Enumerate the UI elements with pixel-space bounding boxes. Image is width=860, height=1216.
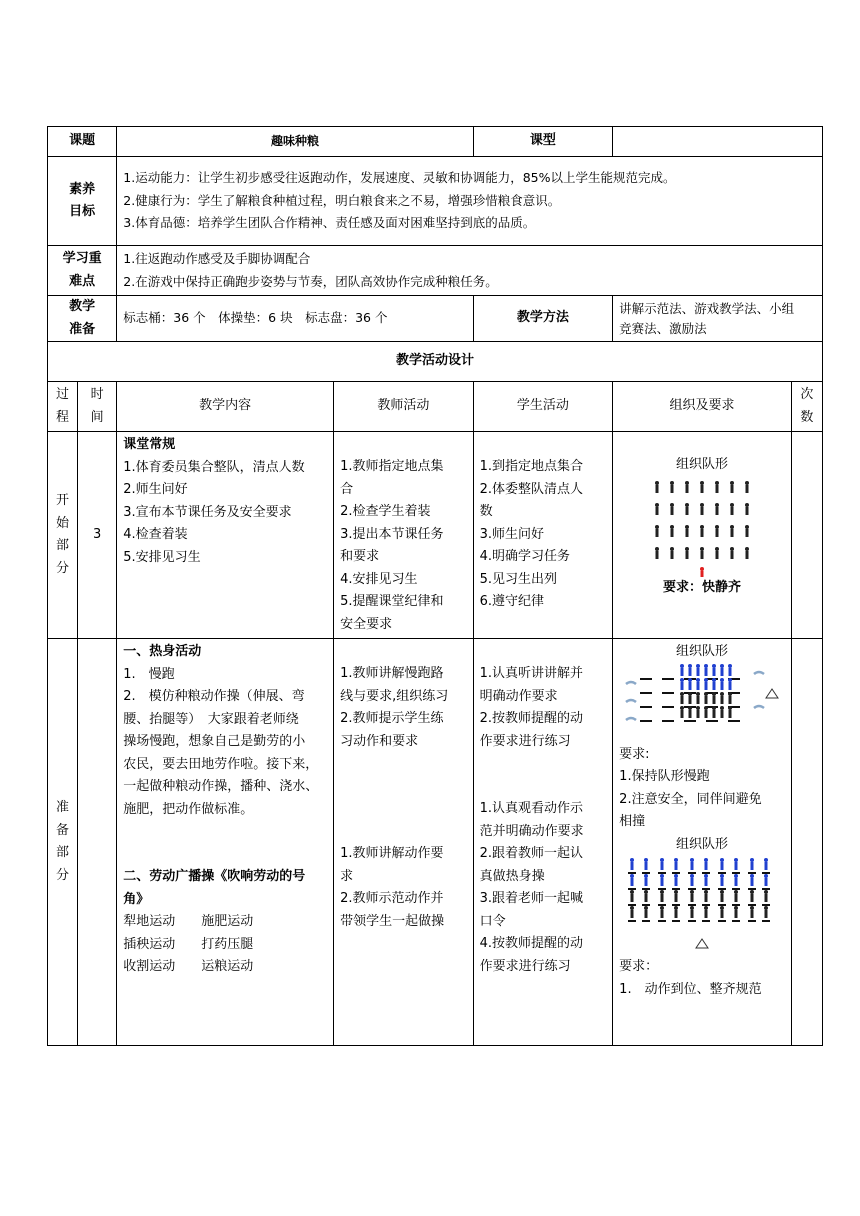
- student-icon: [655, 525, 659, 537]
- run-direction-icon: [626, 700, 636, 702]
- marker-line: [640, 692, 652, 694]
- marker-line: [628, 904, 636, 906]
- student-icon: [720, 890, 724, 902]
- method-label: 教学方法: [473, 296, 613, 342]
- student-icon: [655, 481, 659, 493]
- student-icon: [690, 874, 694, 886]
- goal-item: 2.健康行为：学生了解粮食种植过程，明白粮食来之不易，增强珍惜粮食意识。: [123, 192, 561, 208]
- col-time: 时 间: [78, 382, 117, 432]
- student-icon: [700, 481, 704, 493]
- jog-formation-diagram: [622, 664, 782, 734]
- student-icon: [720, 664, 724, 676]
- student-icon: [730, 481, 734, 493]
- marker-line: [688, 920, 696, 922]
- teacher-triangle-icon: [696, 939, 708, 948]
- key-points-row: [48, 246, 823, 296]
- prepare-count: [791, 639, 822, 1046]
- student-icon: [685, 481, 689, 493]
- start-count: [791, 432, 822, 639]
- marker-line: [732, 888, 740, 890]
- marker-line: [658, 888, 666, 890]
- student-icon: [670, 525, 674, 537]
- marker-line: [658, 920, 666, 922]
- topic-value: 趣味种粮: [117, 127, 473, 157]
- prep-label: 教学 准备: [48, 296, 117, 342]
- student-icon: [644, 906, 648, 918]
- goal-item: 1.运动能力：让学生初步感受往返跑动作，发展速度、灵敏和协调能力，85%以上学生能规范完成。: [123, 170, 676, 186]
- goals-content: [117, 157, 823, 246]
- marker-line: [662, 706, 674, 708]
- marker-line: [642, 904, 650, 906]
- student-icon: [674, 890, 678, 902]
- student-icon: [745, 547, 749, 559]
- start-org-req: 要求：快静齐: [663, 579, 742, 595]
- marker-line: [706, 720, 718, 722]
- marker-line: [718, 888, 726, 890]
- student-icon: [715, 503, 719, 515]
- student-icon: [720, 858, 724, 870]
- prepare-content: 一、热身活动 1. 慢跑 2. 模仿种粮动作操（伸展、弯 腰、抬腿等） 大家跟着老师绕 操场慢跑，想象自己是勤劳的小 农民，要去田地劳作啦。接下来， 一起做种粮动作操，播种、浇水、 施肥，把动作做标准。 二、劳动广播操《吹响劳动的号 角》 犁地运动 施肥运动 插秧运动 打药压腿 收割运动 运粮运动: [117, 639, 334, 1046]
- goal-item: 3.体育品德：培养学生团队合作精神、责任感及面对困难坚持到底的品质。: [123, 215, 536, 231]
- type-label: 课型: [473, 127, 613, 157]
- student-icon: [685, 503, 689, 515]
- student-icon: [660, 890, 664, 902]
- student-icon: [660, 874, 664, 886]
- student-icon: [715, 525, 719, 537]
- goals-row: [48, 157, 823, 246]
- student-icon: [720, 678, 724, 690]
- student-icon: [685, 525, 689, 537]
- method-value: 讲解示范法、游戏教学法、小组 竞赛法、激励法: [613, 296, 823, 342]
- marker-line: [718, 872, 726, 874]
- marker-line: [762, 920, 770, 922]
- marker-line: [702, 920, 710, 922]
- prepare-student: 1.认真听讲讲解并 明确动作要求 2.按教师提醒的动 作要求进行练习 1.认真观看动作示 范并明确动作要求 2.跟着教师一起认 真做热身操 3.跟着老师一起喊 口令 4.按教师提醒的动 作要求进行练习: [473, 639, 613, 1046]
- student-icon: [764, 890, 768, 902]
- student-icon: [764, 906, 768, 918]
- student-icon: [728, 692, 732, 704]
- design-title-row: [48, 342, 823, 382]
- student-icon: [690, 906, 694, 918]
- marker-line: [748, 904, 756, 906]
- prep-value: 标志桶：36 个 体操垫：6 块 标志盘：36 个: [117, 296, 473, 342]
- student-icon: [712, 678, 716, 690]
- student-icon: [750, 874, 754, 886]
- marker-line: [662, 678, 674, 680]
- marker-line: [702, 904, 710, 906]
- run-direction-icon: [626, 682, 636, 684]
- prepare-org: 组织队形 要求: 1.保持队形慢跑 2.注意安全，同伴间避免 相撞 组织队形 要求： 1. 动作到位、整齐规范: [613, 639, 792, 1046]
- key-points-content: [117, 246, 823, 296]
- exercise-formation-diagram: [622, 856, 782, 956]
- student-icon: [728, 706, 732, 718]
- marker-line: [658, 872, 666, 874]
- student-icon: [750, 858, 754, 870]
- student-icon: [655, 503, 659, 515]
- start-time: 3: [78, 432, 117, 639]
- start-content: 课堂常规 1.体育委员集合整队，清点人数 2.师生问好 3.宣布本节课任务及安全要求 4.检查着装 5.安排见习生: [117, 432, 334, 639]
- student-icon: [690, 858, 694, 870]
- marker-line: [762, 888, 770, 890]
- student-icon: [630, 858, 634, 870]
- key-point-item: 1.往返跑动作感受及手脚协调配合: [123, 251, 311, 266]
- student-icon: [764, 858, 768, 870]
- start-student: 1.到指定地点集合 2.体委整队清点人 数 3.师生问好 4.明确学习任务 5.见习生出列 6.遵守纪律: [473, 432, 613, 639]
- student-icon: [730, 525, 734, 537]
- prepare-org-title-1: 组织队形: [676, 644, 729, 659]
- student-icon: [690, 890, 694, 902]
- student-icon: [674, 874, 678, 886]
- marker-line: [672, 872, 680, 874]
- marker-line: [718, 904, 726, 906]
- student-icon: [734, 906, 738, 918]
- marker-line: [728, 720, 740, 722]
- col-teacher: 教师活动: [334, 382, 474, 432]
- prepare-teacher: 1.教师讲解慢跑路 线与要求,组织练习 2.教师提示学生练 习动作和要求 1.教师讲解动作要 求 2.教师示范动作并 带领学生一起做操: [334, 639, 474, 1046]
- student-icon: [720, 874, 724, 886]
- key-points-label: 学习重 难点: [48, 246, 117, 296]
- student-icon: [680, 692, 684, 704]
- student-icon: [712, 664, 716, 676]
- marker-line: [688, 872, 696, 874]
- column-header-row: [48, 382, 823, 432]
- marker-line: [662, 692, 674, 694]
- student-icon: [730, 547, 734, 559]
- marker-line: [718, 920, 726, 922]
- prepare-phase-label: 准 备 部 分: [48, 639, 78, 1046]
- student-icon: [674, 858, 678, 870]
- student-icon: [704, 692, 708, 704]
- student-icon: [745, 525, 749, 537]
- student-icon: [734, 858, 738, 870]
- student-icon: [704, 664, 708, 676]
- run-direction-icon: [754, 672, 764, 674]
- marker-line: [640, 706, 652, 708]
- design-title: 教学活动设计: [48, 342, 823, 382]
- marker-line: [748, 888, 756, 890]
- student-icon: [630, 890, 634, 902]
- col-count: 次 数: [791, 382, 822, 432]
- start-formation-diagram: [647, 477, 757, 577]
- student-icon: [685, 547, 689, 559]
- key-point-item: 2.在游戏中保持正确跑步姿势与节奏，团队高效协作完成种粮任务。: [123, 273, 498, 289]
- student-icon: [715, 547, 719, 559]
- marker-line: [732, 920, 740, 922]
- marker-line: [642, 920, 650, 922]
- marker-line: [658, 904, 666, 906]
- start-teacher: 1.教师指定地点集 合 2.检查学生着装 3.提出本节课任务 和要求 4.安排见习生 5.提醒课堂纪律和 安全要求: [334, 432, 474, 639]
- marker-line: [684, 720, 696, 722]
- student-icon: [750, 906, 754, 918]
- student-icon: [764, 874, 768, 886]
- marker-line: [662, 720, 674, 722]
- col-student: 学生活动: [473, 382, 613, 432]
- marker-line: [688, 888, 696, 890]
- marker-line: [642, 888, 650, 890]
- prep-row: [48, 296, 823, 342]
- teacher-triangle-icon: [766, 689, 778, 698]
- student-icon: [704, 874, 708, 886]
- student-icon: [696, 706, 700, 718]
- marker-line: [628, 920, 636, 922]
- student-icon: [734, 890, 738, 902]
- student-icon: [644, 874, 648, 886]
- student-icon: [655, 547, 659, 559]
- student-icon: [712, 706, 716, 718]
- student-icon: [745, 503, 749, 515]
- student-icon: [680, 678, 684, 690]
- start-org: [613, 432, 792, 639]
- lesson-plan-table: [47, 126, 823, 1046]
- student-icon: [688, 692, 692, 704]
- col-process: 过 程: [48, 382, 78, 432]
- student-icon: [680, 706, 684, 718]
- student-icon: [670, 503, 674, 515]
- start-phase-row: [48, 432, 823, 639]
- student-icon: [720, 906, 724, 918]
- marker-line: [702, 872, 710, 874]
- student-icon: [700, 525, 704, 537]
- prepare-org-title-2: 组织队形: [676, 836, 729, 852]
- marker-line: [748, 872, 756, 874]
- marker-line: [702, 888, 710, 890]
- student-icon: [630, 906, 634, 918]
- student-icon: [696, 692, 700, 704]
- student-icon: [670, 481, 674, 493]
- col-content: 教学内容: [117, 382, 334, 432]
- marker-line: [672, 888, 680, 890]
- marker-line: [748, 920, 756, 922]
- student-icon: [644, 858, 648, 870]
- marker-line: [672, 920, 680, 922]
- student-icon: [688, 706, 692, 718]
- student-icon: [730, 503, 734, 515]
- teacher-icon: [700, 567, 704, 577]
- student-icon: [644, 890, 648, 902]
- run-direction-icon: [626, 718, 636, 720]
- topic-label: 课题: [48, 127, 117, 157]
- col-org: 组织及要求: [613, 382, 792, 432]
- marker-line: [762, 904, 770, 906]
- student-icon: [704, 906, 708, 918]
- student-icon: [704, 858, 708, 870]
- student-icon: [674, 906, 678, 918]
- marker-line: [762, 872, 770, 874]
- run-direction-icon: [754, 706, 764, 708]
- student-icon: [688, 664, 692, 676]
- student-icon: [704, 706, 708, 718]
- student-icon: [660, 906, 664, 918]
- student-icon: [720, 706, 724, 718]
- student-icon: [630, 874, 634, 886]
- student-icon: [712, 692, 716, 704]
- goals-label: 素养 目标: [48, 157, 117, 246]
- student-icon: [670, 547, 674, 559]
- student-icon: [728, 678, 732, 690]
- marker-line: [640, 678, 652, 680]
- start-phase-label: 开 始 部 分: [48, 432, 78, 639]
- student-icon: [704, 678, 708, 690]
- student-icon: [745, 481, 749, 493]
- student-icon: [704, 890, 708, 902]
- student-icon: [696, 664, 700, 676]
- student-icon: [660, 858, 664, 870]
- marker-line: [688, 904, 696, 906]
- student-icon: [688, 678, 692, 690]
- student-icon: [750, 890, 754, 902]
- prepare-time: [78, 639, 117, 1046]
- marker-line: [672, 904, 680, 906]
- student-icon: [728, 664, 732, 676]
- type-value: [613, 127, 823, 157]
- student-icon: [720, 692, 724, 704]
- marker-line: [732, 904, 740, 906]
- student-icon: [680, 664, 684, 676]
- marker-line: [640, 720, 652, 722]
- student-icon: [700, 503, 704, 515]
- student-icon: [734, 874, 738, 886]
- student-icon: [700, 547, 704, 559]
- marker-line: [642, 872, 650, 874]
- marker-line: [628, 888, 636, 890]
- start-org-title: 组织队形: [676, 457, 729, 472]
- marker-line: [732, 872, 740, 874]
- topic-row: [48, 127, 823, 157]
- student-icon: [696, 678, 700, 690]
- student-icon: [715, 481, 719, 493]
- marker-line: [628, 872, 636, 874]
- prepare-phase-row: [48, 639, 823, 1046]
